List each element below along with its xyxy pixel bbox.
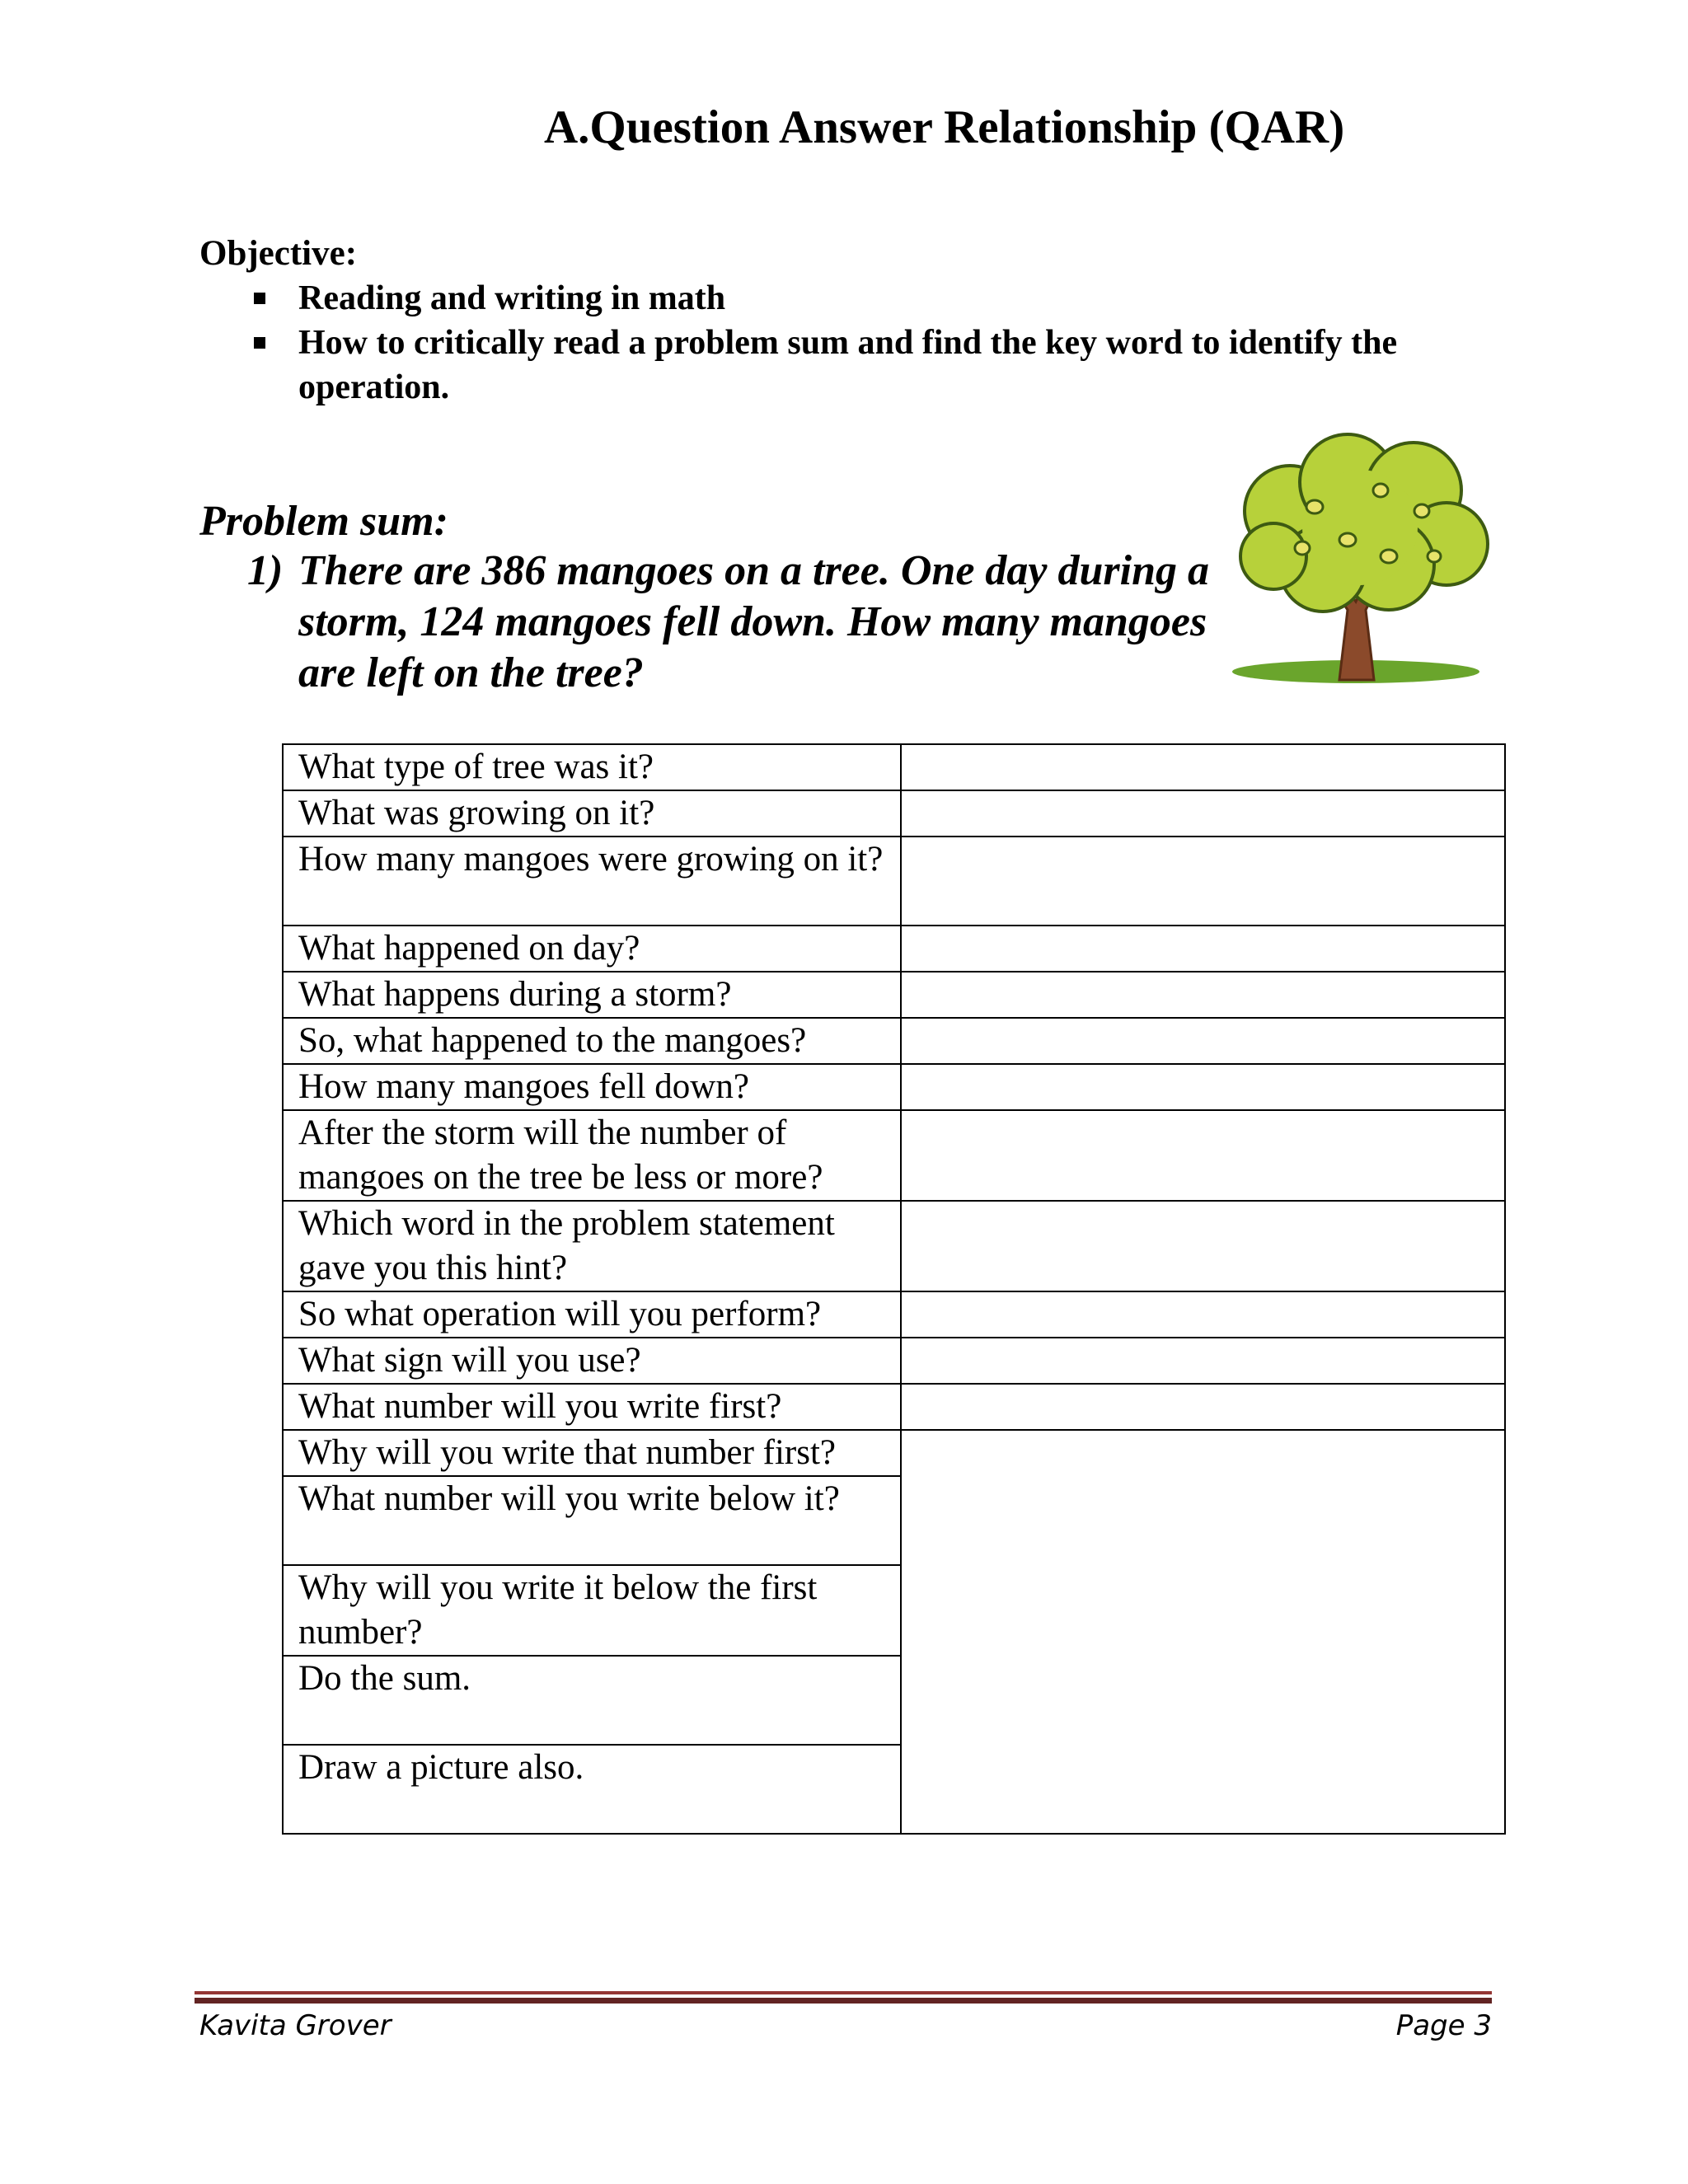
answer-cell[interactable]: [901, 1384, 1505, 1430]
answer-cell[interactable]: [901, 1201, 1505, 1291]
question-cell: Draw a picture also.: [283, 1745, 901, 1834]
problem-statement: [247, 546, 1236, 699]
table-row: [283, 926, 1505, 972]
table-row: [283, 1201, 1505, 1291]
question-cell: What was growing on it?: [283, 790, 901, 837]
objective-item-text: Reading and writing in math: [298, 279, 726, 317]
footer-author: Kavita Grover: [199, 2009, 392, 2042]
objective-item: [247, 321, 1484, 410]
table-row: [283, 837, 1505, 926]
square-bullet-icon: [254, 293, 265, 304]
question-cell: So what operation will you perform?: [283, 1291, 901, 1338]
answer-cell[interactable]: [901, 1064, 1505, 1110]
qa-table: [282, 743, 1506, 1835]
question-cell: Why will you write that number first?: [283, 1430, 901, 1476]
answer-cell[interactable]: [901, 790, 1505, 837]
question-cell: Do the sum.: [283, 1656, 901, 1745]
problem-heading: Problem sum:: [199, 498, 448, 545]
problem-number: 1): [247, 547, 284, 594]
footer-page-number: Page 3: [1395, 2009, 1492, 2042]
question-cell: What number will you write below it?: [283, 1476, 901, 1565]
table-row: [283, 1291, 1505, 1338]
objective-heading: Objective:: [199, 234, 358, 273]
answer-cell[interactable]: [901, 972, 1505, 1018]
mango-tree-illustration: [1224, 433, 1496, 688]
square-bullet-icon: [254, 337, 265, 349]
objective-item-text: How to critically read a problem sum and find the key word to identify the operation.: [298, 324, 1398, 406]
table-row: [283, 1064, 1505, 1110]
footer-rule-thick: [195, 1998, 1492, 2004]
table-row: [283, 1110, 1505, 1201]
page-title: A.Question Answer Relationship (QAR): [544, 101, 1345, 153]
answer-cell[interactable]: [901, 1018, 1505, 1064]
question-cell: What sign will you use?: [283, 1338, 901, 1384]
question-cell: Why will you write it below the first number?: [283, 1565, 901, 1656]
question-cell: How many mangoes were growing on it?: [283, 837, 901, 926]
table-row: [283, 790, 1505, 837]
table-row: [283, 1384, 1505, 1430]
question-cell: What number will you write first?: [283, 1384, 901, 1430]
question-cell: After the storm will the number of mangoes on the tree be less or more?: [283, 1110, 901, 1201]
question-cell: What happens during a storm?: [283, 972, 901, 1018]
table-row: [283, 1338, 1505, 1384]
table-row: [283, 972, 1505, 1018]
answer-cell[interactable]: [901, 1338, 1505, 1384]
answer-cell[interactable]: [901, 926, 1505, 972]
objective-item: [247, 276, 1484, 321]
problem-text: There are 386 mangoes on a tree. One day during a storm, 124 mangoes fell down. How many mangoes are left on the tree?: [298, 547, 1209, 696]
table-row: [283, 1018, 1505, 1064]
tree-foliage: [1240, 434, 1488, 612]
table-row: [283, 744, 1505, 790]
objective-list: [247, 276, 1484, 410]
question-cell: What type of tree was it?: [283, 744, 901, 790]
answer-work-area[interactable]: [901, 1430, 1505, 1834]
table-row: [283, 1430, 1505, 1476]
answer-cell[interactable]: [901, 744, 1505, 790]
answer-cell[interactable]: [901, 1110, 1505, 1201]
footer-rule-thin: [195, 1991, 1492, 1994]
answer-cell[interactable]: [901, 837, 1505, 926]
question-cell: Which word in the problem statement gave you this hint?: [283, 1201, 901, 1291]
answer-cell[interactable]: [901, 1291, 1505, 1338]
question-cell: What happened on day?: [283, 926, 901, 972]
question-cell: So, what happened to the mangoes?: [283, 1018, 901, 1064]
question-cell: How many mangoes fell down?: [283, 1064, 901, 1110]
